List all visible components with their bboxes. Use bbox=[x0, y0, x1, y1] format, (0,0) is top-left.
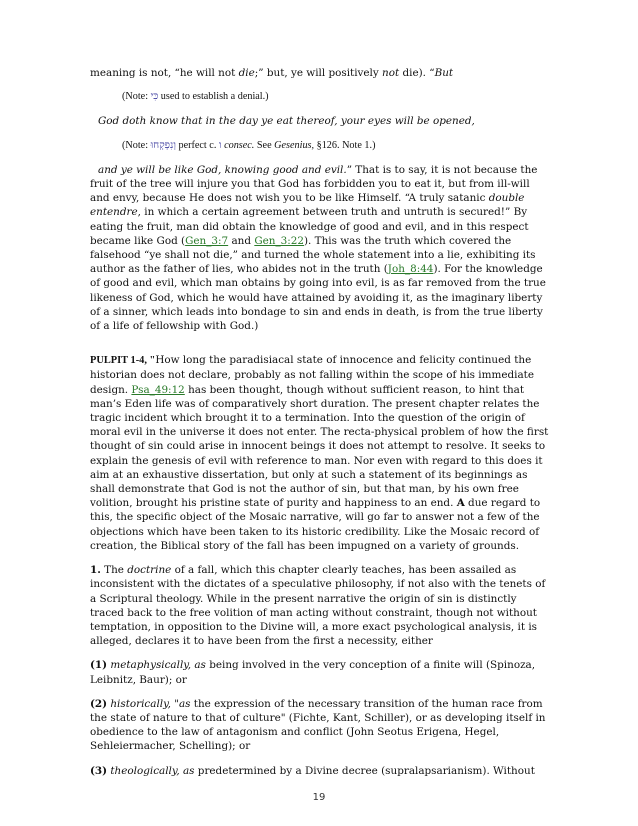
paragraph-pulpit: PULPIT 1-4, "How long the paradisiacal state of innocence and felicity continued the historian does not declare, probably as not falling within the scope of his immediate design. Psa_49:12 has been thought, though without sufficient reason, to hint that man’s Eden life was of comparatively short duration. The present chapter relates the tragic incident which brought it to a termination. Into the question of the origin of moral evil in the universe it does not enter. The recta-physical problem of how the first thought of sin could arise in innocent beings it does not attempt to resolve. It seeks to explain the genesis of evil with reference to man. Nor even with regard to this does it aim at an exhaustive dissertation, but only at such a statement of its beginnings as shall demonstrate that God is not the author of sin, but that man, by his own free volition, brought his pristine state of purity and happiness to an end. A due regard to this, the specific object of the Mosaic narrative, will go far to answer not a few of the objections which have been taken to its historic credibility. Like the Mosaic record of creation, the Biblical story of the fall has been impugned on a variety of grounds. bbox=[90, 354, 549, 552]
document-page bbox=[90, 66, 552, 778]
list-item-historically: (2) historically, "as the expression of the necessary transition of the human race from the state of nature to that of culture" (Fichte, Kant, Schiller), or as developing itself in obedience to the law of antagonism and conflict (John Seotus Erigena, Hegel, Sehleiermacher, Schelling); or bbox=[90, 697, 546, 753]
paragraph-knowledge: and ye will be like God, knowing good and evil.” That is to say, it is not because the fruit of the tree will injure you that God has forbidden you to eat it, but from ill-will and envy, because He does not wish you to be like Himself. “A truly satanic double entendre, in which a certain agreement between truth and untruth is secured!” By eating the fruit, man did obtain the knowledge of good and evil, and in this respect became like God (Gen_3:7 and Gen_3:22). This was the truth which covered the falsehood “ye shall not die,” and turned the whole statement into a lie, exhibiting its author as the father of lies, who abides not in the truth (Joh_8:44). For the knowledge of good and evil, which man obtains by going into evil, is as far removed from the true likeness of God, which he would have attained by avoiding it, as the imaginary liberty of a sinner, which leads into bondage to sin and ends in death, is from the true liberty of a life of fellowship with God.) bbox=[90, 163, 546, 333]
paragraph-continuation: meaning is not, “he will not die;” but, ye will positively not die). “But bbox=[90, 67, 454, 79]
scripture-link-joh-8-44[interactable]: Joh_8:44 bbox=[387, 263, 434, 276]
section-heading: PULPIT 1-4, " bbox=[90, 355, 156, 367]
scripture-link-gen-3-7[interactable]: Gen_3:7 bbox=[185, 234, 229, 247]
page-number: 19 bbox=[312, 792, 326, 803]
note-gesenius: (Note: וְנִפְקְחוּ perfect c. ו consec. See Gesenius, §126. Note 1.) bbox=[122, 139, 376, 151]
quote-eyes-opened: God doth know that in the day ye eat thereof, your eyes will be opened, bbox=[98, 115, 475, 128]
scripture-link-gen-3-22[interactable]: Gen_3:22 bbox=[254, 234, 304, 247]
paragraph-doctrine: 1. The doctrine of a fall, which this chapter clearly teaches, has been assailed as inconsistent with the dictates of a speculative philosophy, if not also with the tenets of a Scriptural theology. While in the present narrative the origin of sin is distinctly traced back to the free volition of man acting without constraint, though not without temptation, in opposition to the Divine will, a more exact psychological analysis, it is alleged, declares it to have been from the first a necessity, either bbox=[90, 564, 546, 648]
list-item-theologically: (3) theologically, as predetermined by a Divine decree (supralapsarianism). Without bbox=[90, 764, 535, 777]
hebrew-word: וְנִפְקְחוּ bbox=[150, 139, 176, 151]
list-item-metaphysically: (1) metaphysically, as being involved in the very conception of a finite will (Spinoza, Leibnitz, Baur); or bbox=[90, 659, 536, 686]
hebrew-word: כִּי bbox=[150, 91, 159, 103]
note-denial: (Note: כִּי used to establish a denial.) bbox=[122, 91, 269, 103]
hebrew-letter: ו bbox=[218, 139, 222, 151]
scripture-link-psa-49-12[interactable]: Psa_49:12 bbox=[131, 383, 185, 396]
